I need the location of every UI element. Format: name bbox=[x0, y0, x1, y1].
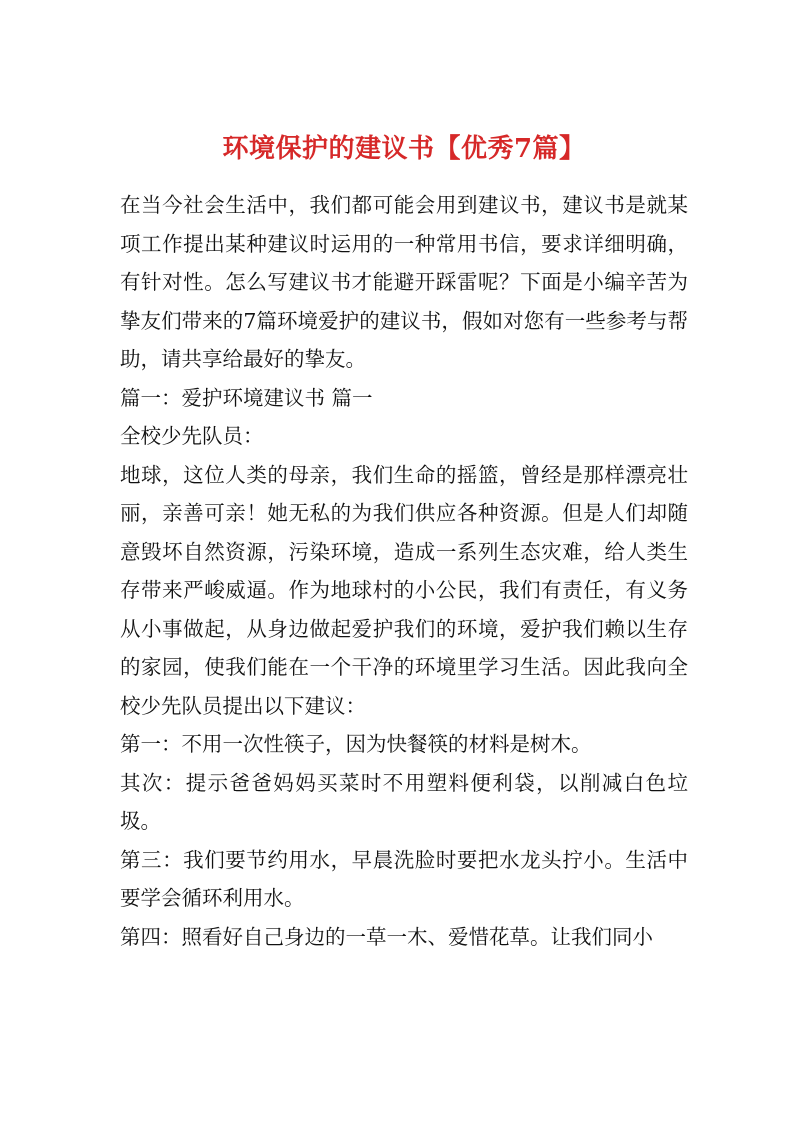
suggestion-item: 第一：不用一次性筷子，因为快餐筷的材料是树木。 bbox=[120, 732, 592, 756]
salutation: 全校少先队员： bbox=[120, 424, 264, 448]
document-body bbox=[120, 186, 688, 956]
body-paragraph: 地球，这位人类的母亲，我们生命的摇篮，曾经是那样漂亮壮丽，亲善可亲！她无私的为我们供应各种资源。但是人们却随意毁坏自然资源，污染环境，造成一系列生态灾难，给人类生存带来严峻威逼。作为地球村的小公民，我们有责任，有义务从小事做起，从身边做起爱护我们的环境，爱护我们赖以生存的家园，使我们能在一个干净的环境里学习生活。因此我向全校少先队员提出以下建议： bbox=[120, 462, 688, 718]
suggestion-item: 第四：照看好自己身边的一草一木、爱惜花草。让我们同小 bbox=[120, 924, 653, 949]
suggestion-item: 其次：提示爸爸妈妈买菜时不用塑料便利袋，以削减白色垃圾。 bbox=[120, 770, 688, 833]
intro-paragraph: 在当今社会生活中，我们都可能会用到建议书，建议书是就某项工作提出某种建议时运用的一种常用书信，要求详细明确，有针对性。怎么写建议书才能避开踩雷呢？下面是小编辛苦为挚友们带来的7篇环境爱护的建议书，假如对您有一些参考与帮助，请共享给最好的挚友。 bbox=[120, 193, 688, 371]
suggestion-item: 第三：我们要节约用水，早晨洗脸时要把水龙头拧小。生活中要学会循环利用水。 bbox=[120, 847, 688, 910]
section-heading: 篇一：爱护环境建议书 篇一 bbox=[120, 385, 373, 410]
document-title: 环境保护的建议书【优秀7篇】 bbox=[222, 134, 586, 164]
